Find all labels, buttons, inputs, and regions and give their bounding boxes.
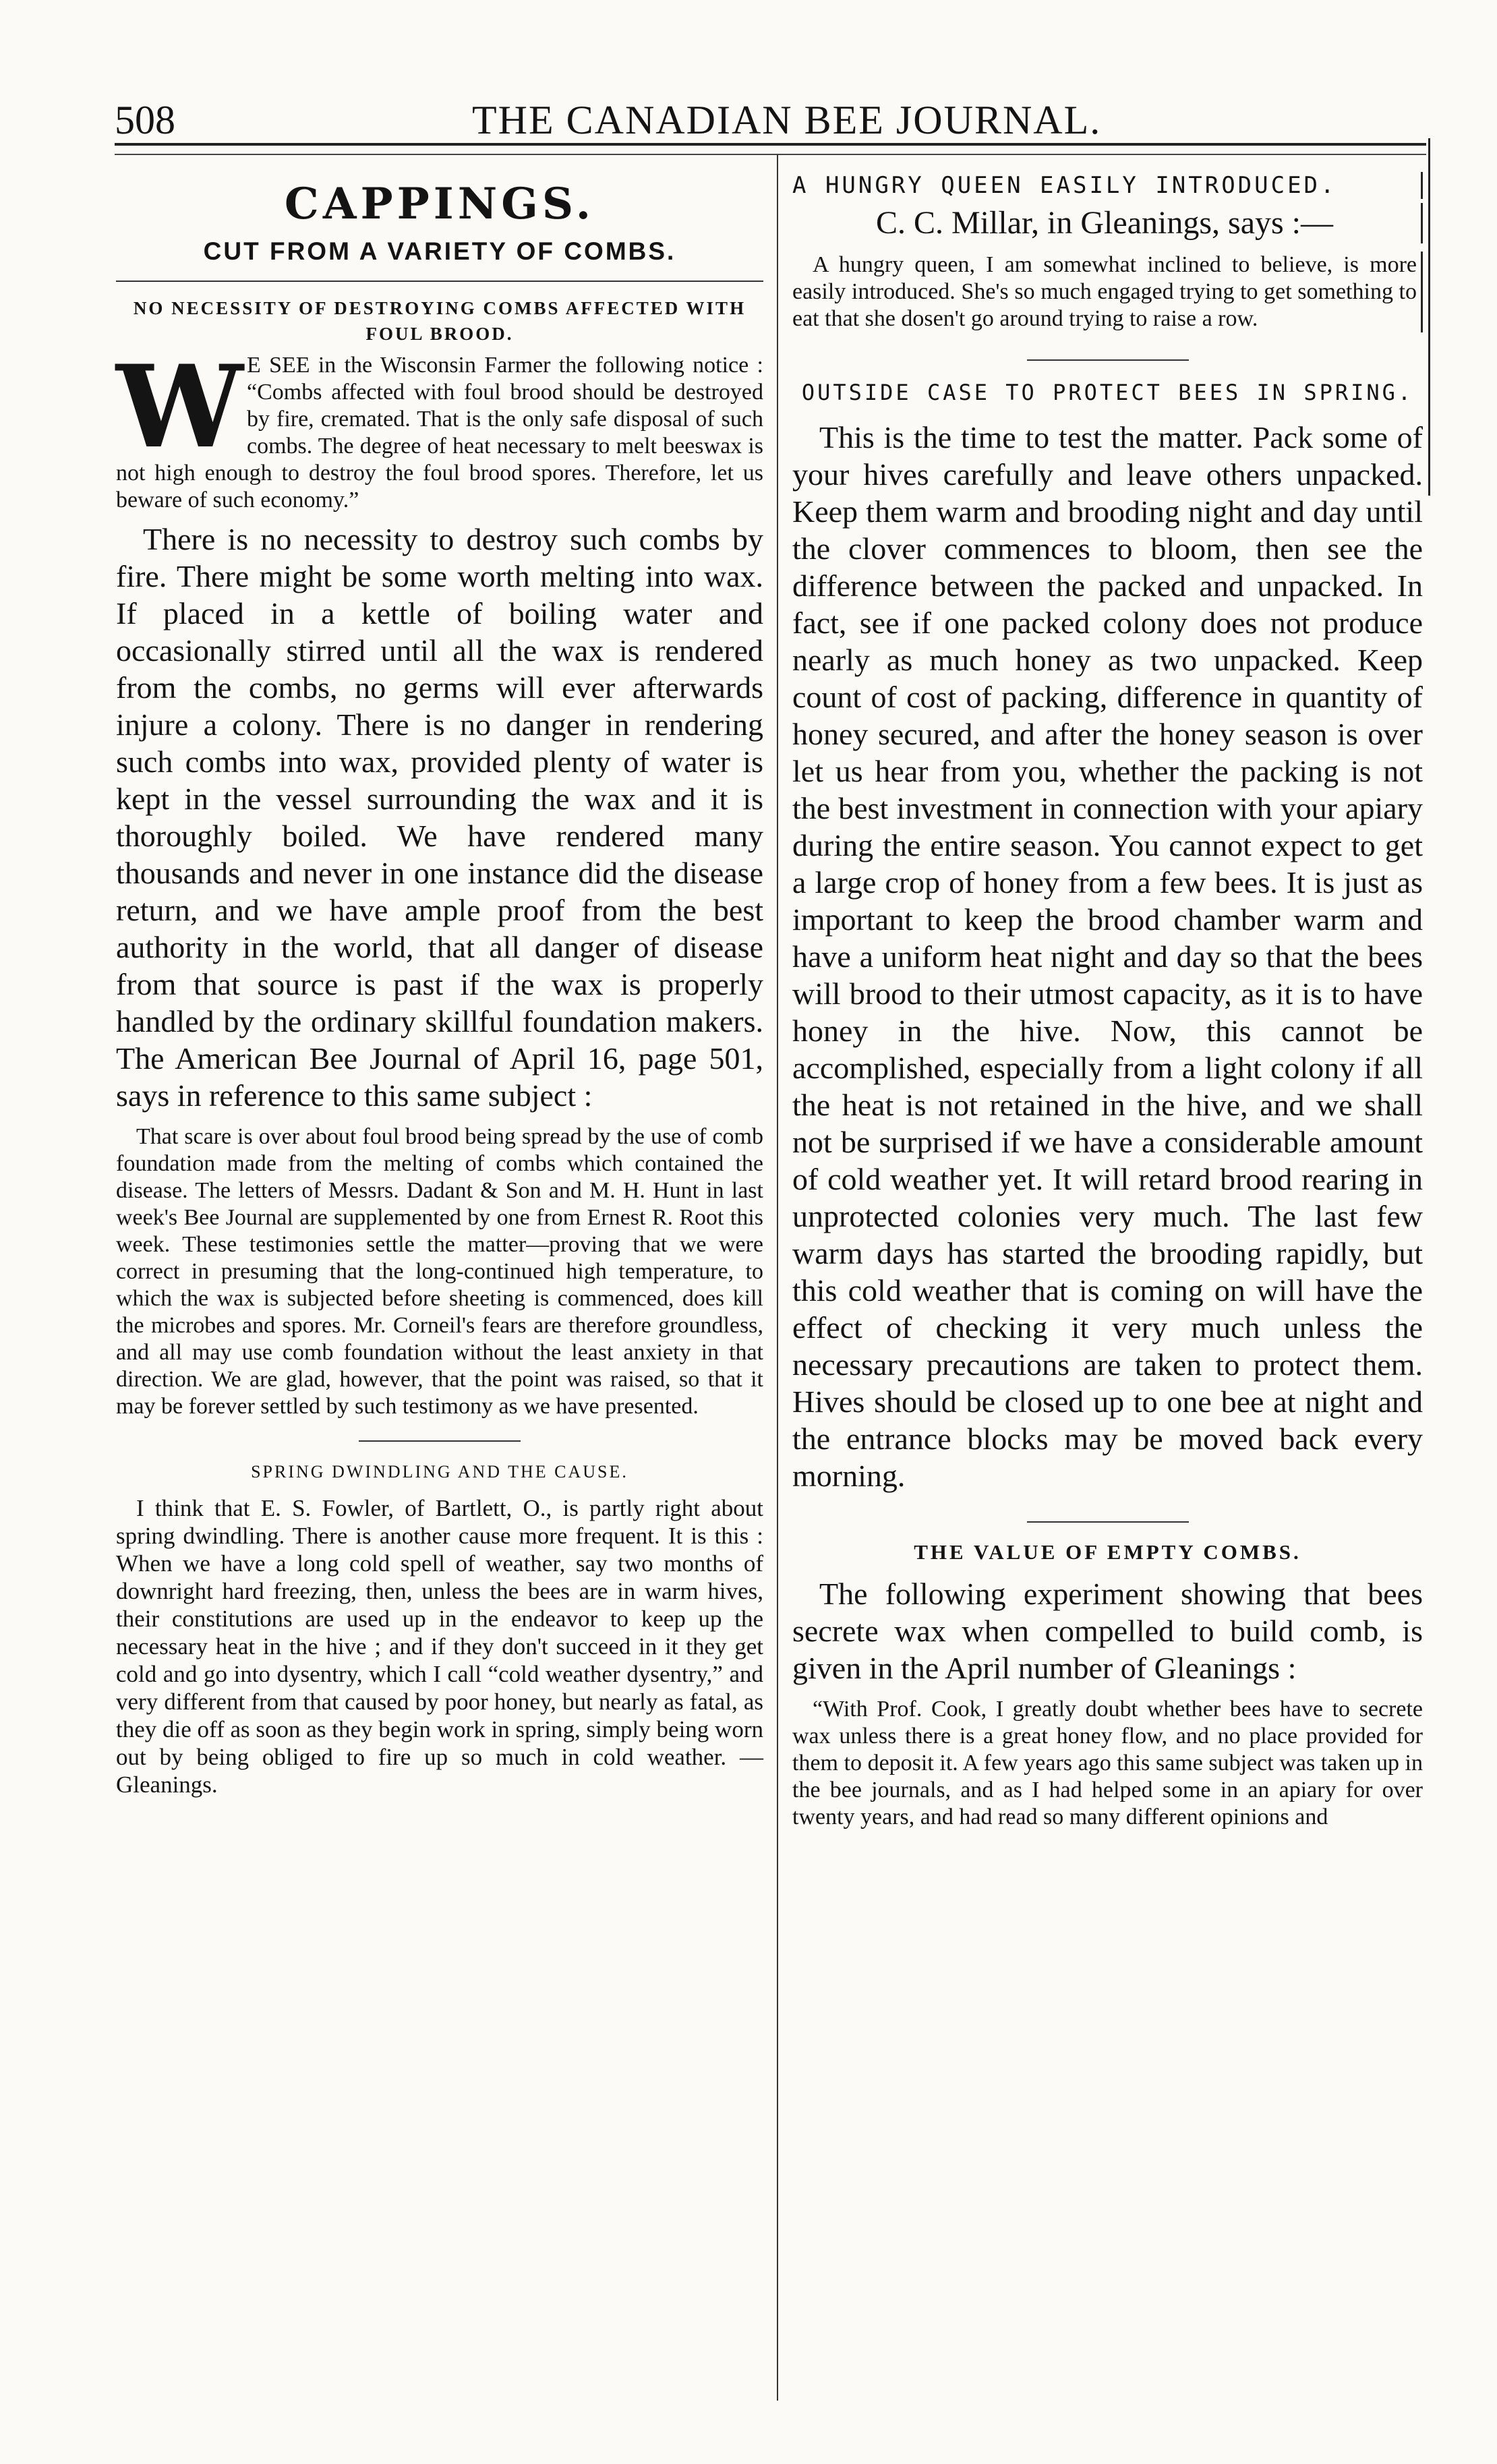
article-body: This is the time to test the matter. Pack some of your hives carefully and leave others unpacked. Keep them warm and brooding night and day until the clover commences to bloom, then see the difference between the packed and unpacked. In fact, see if one packed colony does not produce nearly as much honey as two unpacked. Keep count of cost of packing, difference in quantity of honey secured, and after the honey season is over let us hear from you, whether the packing is not the best investment in connection with your apiary during the entire season. You cannot expect to get a large crop of honey from a few bees. It is just as important to keep the brood chamber warm and have a uniform heat night and day so that the bees will brood to their utmost capacity, as it is to have honey in the hive. Now, this cannot be accomplished, especially from a light colony if all the heat is not retained in the hive, and we shall not be surprised if we have a considerable amount of cold weather yet. It will retard brood rearing in unprotected colonies very much. The last few warm days has started the brooding rapidly, but this cold weather that is coming on will have the effect of checking it very much unless the necessary precautions are taken to protect them. Hives should be closed up to one bee at night and the entrance blocks may be moved back every morning. [792,420,1423,1493]
article-heading: SPRING DWINDLING AND THE CAUSE. [251,1462,628,1482]
divider [1027,1521,1189,1523]
article-quote-intro [116,340,763,514]
article-body: I think that E. S. Fowler, of Bartlett, O., is partly right about spring dwindling. There is another cause more frequent. It is this : When we have a long cold spell of weather, say two months of downright hard freezing, then, unless the bees are in warm hives, their constitutions are used up in the endeavor to keep up the necessary heat in the hive ; and if they don't succeed in it they get cold and go into dysentry, which I call “cold weather dysentry,” and very different from that caused by poor honey, but nearly as fatal, as they die off as soon as they begin work in spring, simply being worn out by being obliged to fire up so much in cold weather. —Gleanings. [116,1495,763,1798]
article-heading: NO NECESSITY OF DESTROYING COMBS AFFECTED WITH FOUL BROOD. [133,298,746,344]
divider [359,1440,521,1442]
article-heading: A HUNGRY QUEEN EASILY INTRODUCED. [792,172,1423,199]
article-heading: OUTSIDE CASE TO PROTECT BEES IN SPRING. [801,380,1414,405]
article-body: There is no necessity to destroy such combs by fire. There might be some worth melting into wax. If placed in a kettle of boiling water and occasionally stirred until all the wax is rendered from the combs, no germs will ever afterwards injure a colony. There is no danger in rendering such combs into wax, provided plenty of water is kept in the vessel surrounding the wax and it is thoroughly boiled. We have rendered many thousands and never in one instance did the disease return, and we have ample proof from the best authority in the world, that all danger of disease from that source is past if the wax is properly handled by the ordinary skillful foundation makers. The American Bee Journal of April 16, page 501, says in reference to this same subject : [116,522,763,1113]
divider [116,281,763,282]
drop-cap: W [116,340,243,473]
article-subheading: C. C. Millar, in Gleanings, says :— [792,203,1423,243]
section-title: CAPPINGS. [284,179,595,229]
page-number: 508 [115,97,175,142]
right-column [792,172,1423,1831]
article-body: The following experiment showing that bees secrete wax when compelled to build comb, is given in the April number of Gleanings : [792,1577,1423,1685]
article-body: A hungry queen, I am somewhat inclined to believe, is more easily introduced. She's so much engaged trying to get something to eat that she dosen't go around trying to raise a row. [792,252,1423,332]
divider [1027,359,1189,361]
article-heading: THE VALUE OF EMPTY COMBS. [914,1540,1301,1564]
article-quote: “With Prof. Cook, I greatly doubt whether bees have to secrete wax unless there is a great honey flow, and no place provided for them to deposit it. A few years ago this same subject was taken up in the bee journals, and as I had helped some in an apiary for over twenty years, and had read so many different opinions and [792,1697,1423,1829]
column-divider [777,155,778,2401]
right-border-rule [1428,138,1430,496]
journal-title: THE CANADIAN BEE JOURNAL. [472,97,1102,142]
left-column [116,172,763,1798]
header-rule [115,143,1426,146]
header-rule-thin [115,154,1426,155]
section-subtitle: CUT FROM A VARIETY OF COMBS. [203,237,676,265]
quote-text: E SEE in the Wisconsin Farmer the following notice : “Combs affected with foul brood should be destroyed by fire, cremated. That is the only safe disposal of such combs. The degree of heat necessary to melt beeswax is not high enough to destroy the foul brood spores. Therefore, let us beware of such economy.” [116,353,763,512]
article-quote: That scare is over about foul brood being spread by the use of comb foundation made from the melting of combs which contained the disease. The letters of Messrs. Dadant & Son and M. H. Hunt in last week's Bee Journal are supplemented by one from Ernest R. Root this week. These testimonies settle the matter—proving that we were correct in presuming that the long-continued high temperature, to which the wax is subjected before sheeting is commenced, does kill the microbes and spores. Mr. Corneil's fears are therefore groundless, and all may use comb foundation without the least anxiety in that direction. We are glad, however, that the point was raised, so that it may be forever settled by such testimony as we have presented. [116,1124,763,1419]
page-header [115,80,1382,160]
